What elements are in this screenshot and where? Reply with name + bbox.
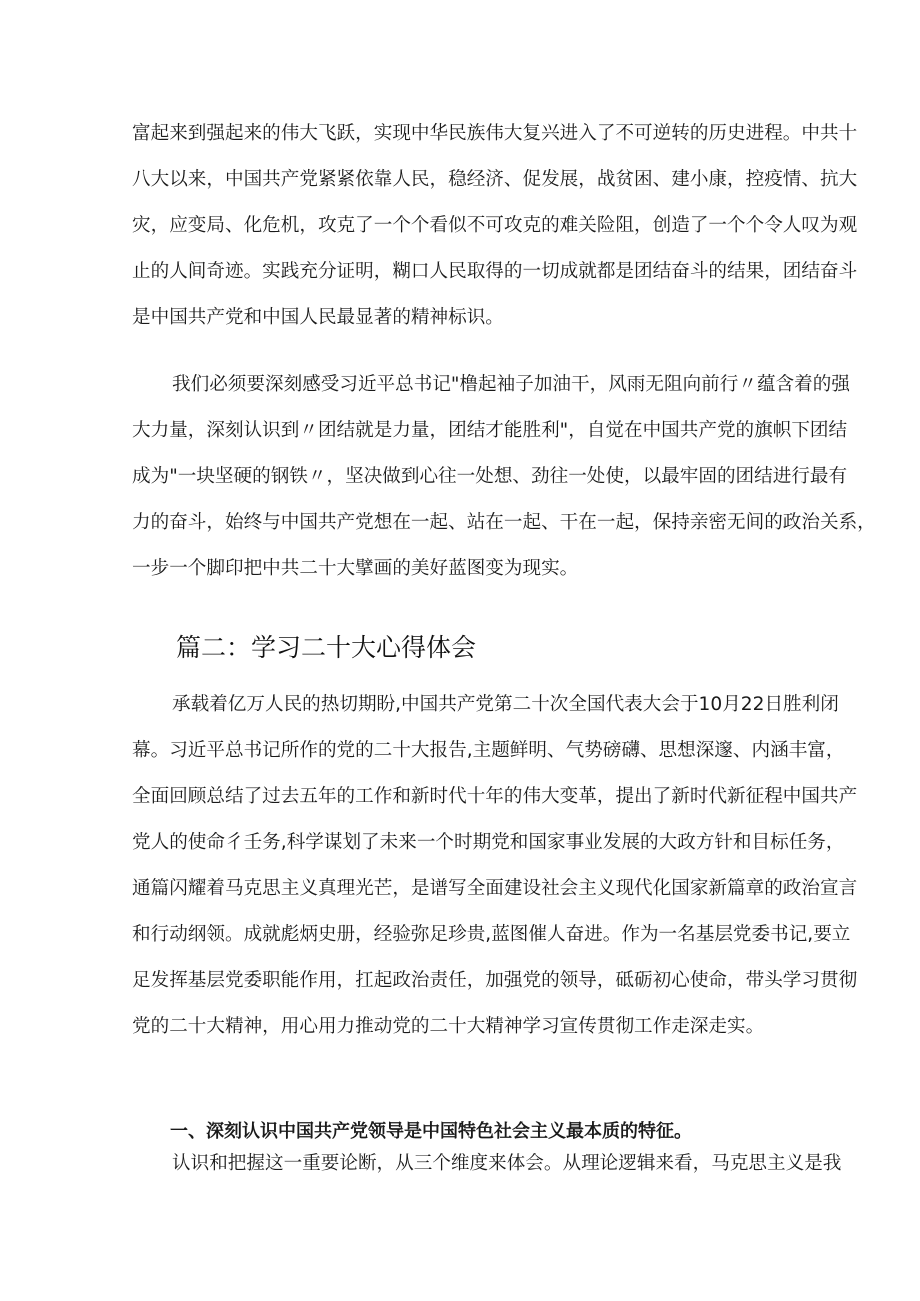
paragraph-1-line: 灾，应变局、化危机，攻克了一个个看似不可攻克的难关险阻，创造了一个个令人叹为观 — [132, 215, 858, 236]
paragraph-1-line: 止的人间奇迹。实践充分证明，糊口人民取得的一切成就都是团结奋斗的结果，团结奋斗 — [132, 261, 858, 282]
paragraph-3-line: 幕。习近平总书记所作的党的二十大报告,主题鲜明、气势磅礴、思想深邃、内涵丰富， — [132, 740, 845, 761]
paragraph-3-line: 足发挥基层党委职能作用，扛起政治责任，加强党的领导，砥砺初心使命，带头学习贯彻 — [132, 970, 858, 991]
subsection-heading: 一、深刻认识中国共产党领导是中国特色社会主义最本质的特征。 — [170, 1121, 692, 1142]
paragraph-3 — [132, 682, 858, 1050]
paragraph-2-line: 成为"一块坚硬的钢铁〃，坚决做到心往一处想、劲往一处使，以最牢固的团结进行最有 — [132, 466, 848, 487]
paragraph-1-line: 八大以来，中国共产党紧紧依靠人民，稳经济、促发展，战贫困、建小康，控疫情、抗大 — [132, 169, 858, 190]
paragraph-1-line: 是中国共产党和中国人民最显著的精神标识。 — [132, 307, 504, 328]
paragraph-1 — [132, 111, 858, 341]
paragraph-4 — [132, 1141, 842, 1187]
paragraph-2-line: 大力量，深刻认识到〃团结就是力量，团结才能胜利"，自觉在中国共产党的旗帜下团结 — [132, 420, 848, 441]
paragraph-3-line: 党的二十大精神，用心用力推动党的二十大精神学习宣传贯彻工作走深走实。 — [132, 1016, 765, 1037]
paragraph-2-line: 力的奋斗，始终与中国共产党想在一起、站在一起、干在一起，保持亲密无间的政治关系， — [132, 512, 876, 533]
paragraph-2-line: 我们必须要深刻感受习近平总书记"橹起袖子加油干，风雨无阻向前行〃蕴含着的强 — [172, 374, 850, 395]
paragraph-2 — [132, 362, 876, 592]
paragraph-3-line: 全面回顾总结了过去五年的工作和新时代十年的伟大变革，提出了新时代新征程中国共产 — [132, 786, 858, 807]
paragraph-4-line: 认识和把握这一重要论断，从三个维度来体会。从理论逻辑来看，马克思主义是我 — [172, 1153, 842, 1174]
paragraph-3-line: 通篇闪耀着马克思主义真理光芒，是谱写全面建设社会主义现代化国家新篇章的政治宣言 — [132, 878, 858, 899]
paragraph-3-line: 承载着亿万人民的热切期盼,中国共产党第二十次全国代表大会于10月22日胜利闭 — [172, 694, 839, 715]
paragraph-1-line: 富起来到强起来的伟大飞跃，实现中华民族伟大复兴进入了不可逆转的历史进程。中共十 — [132, 123, 858, 144]
paragraph-3-line: 党人的使命彳壬务,科学谋划了未来一个时期党和国家事业发展的大政方针和目标任务， — [132, 832, 845, 853]
paragraph-2-line: 一步一个脚印把中共二十大擘画的美好蓝图变为现实。 — [132, 558, 579, 579]
paragraph-3-line: 和行动纲领。成就彪炳史册，经验弥足珍贵,蓝图催人奋进。作为一名基层党委书记,要立 — [132, 924, 851, 945]
section-heading: 篇二：学习二十大心得体会 — [176, 633, 477, 662]
